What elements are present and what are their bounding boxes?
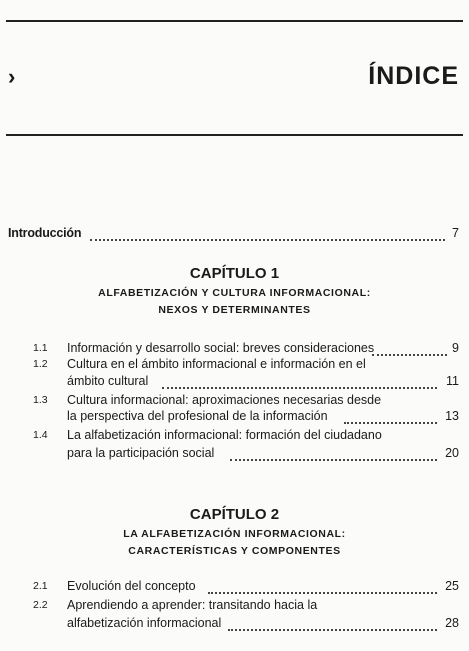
- toc-page-number: 28: [445, 616, 459, 630]
- toc-page-number: 20: [445, 446, 459, 460]
- dot-leader: [208, 576, 437, 594]
- toc-entry-label: Aprendiendo a aprender: transitando hacia la: [67, 598, 318, 612]
- toc-entry-continuation[interactable]: [0, 616, 469, 634]
- dot-leader: [90, 223, 445, 241]
- toc-page-number: 25: [445, 579, 459, 593]
- toc-entry-label: Introducción: [8, 226, 82, 240]
- toc-entry-label: Información y desarrollo social: breves consideraciones: [67, 341, 375, 355]
- toc-entry-continuation[interactable]: [0, 409, 469, 427]
- toc-entry-label: Cultura en el ámbito informacional e información en el: [67, 357, 366, 371]
- dot-leader: [230, 443, 437, 461]
- toc-entry-continuation[interactable]: [0, 374, 469, 392]
- toc-entry-number: 2.1: [33, 580, 48, 592]
- toc-entry-number: 1.1: [33, 342, 48, 354]
- toc-entry-label: la perspectiva del profesional de la información: [67, 409, 328, 423]
- section-rule: [6, 134, 463, 136]
- chapter-subtitle: ALFABETIZACIÓN Y CULTURA INFORMACIONAL:: [98, 287, 371, 299]
- chapter-subtitle: CARACTERÍSTICAS Y COMPONENTES: [128, 545, 341, 557]
- toc-entry-introduccion[interactable]: [0, 226, 469, 244]
- dot-leader: [344, 406, 437, 424]
- chapter-title: CAPÍTULO 1: [189, 265, 280, 282]
- dot-leader: [162, 371, 437, 389]
- toc-entry-label: Cultura informacional: aproximaciones necesarias desde: [67, 393, 382, 407]
- toc-entry[interactable]: [0, 579, 469, 597]
- toc-entry-number: 2.2: [33, 599, 48, 611]
- toc-page-number: 7: [452, 226, 459, 240]
- chevron-right-icon: ›: [8, 64, 16, 89]
- toc-page-number: 11: [446, 374, 459, 388]
- toc-entry-continuation[interactable]: [0, 446, 469, 464]
- dot-leader: [372, 338, 447, 356]
- toc-entry-label: alfabetización informacional: [67, 616, 222, 630]
- toc-page-number: 9: [452, 341, 459, 355]
- top-rule: [6, 20, 463, 22]
- dot-leader: [228, 613, 437, 631]
- chapter-subtitle: LA ALFABETIZACIÓN INFORMACIONAL:: [123, 528, 346, 540]
- toc-page-number: 13: [445, 409, 459, 423]
- toc-entry-number: 1.2: [33, 358, 48, 370]
- chapter-title: CAPÍTULO 2: [189, 506, 280, 523]
- toc-entry-label: ámbito cultural: [67, 374, 149, 388]
- toc-entry-number: 1.3: [33, 394, 48, 406]
- page-title: ÍNDICE: [368, 62, 459, 90]
- toc-entry-number: 1.4: [33, 429, 48, 441]
- chapter-subtitle: NEXOS Y DETERMINANTES: [158, 304, 311, 316]
- toc-entry-label: para la participación social: [67, 446, 215, 460]
- toc-entry-label: Evolución del concepto: [67, 579, 196, 593]
- toc-entry-label: La alfabetización informacional: formación del ciudadano: [67, 428, 382, 442]
